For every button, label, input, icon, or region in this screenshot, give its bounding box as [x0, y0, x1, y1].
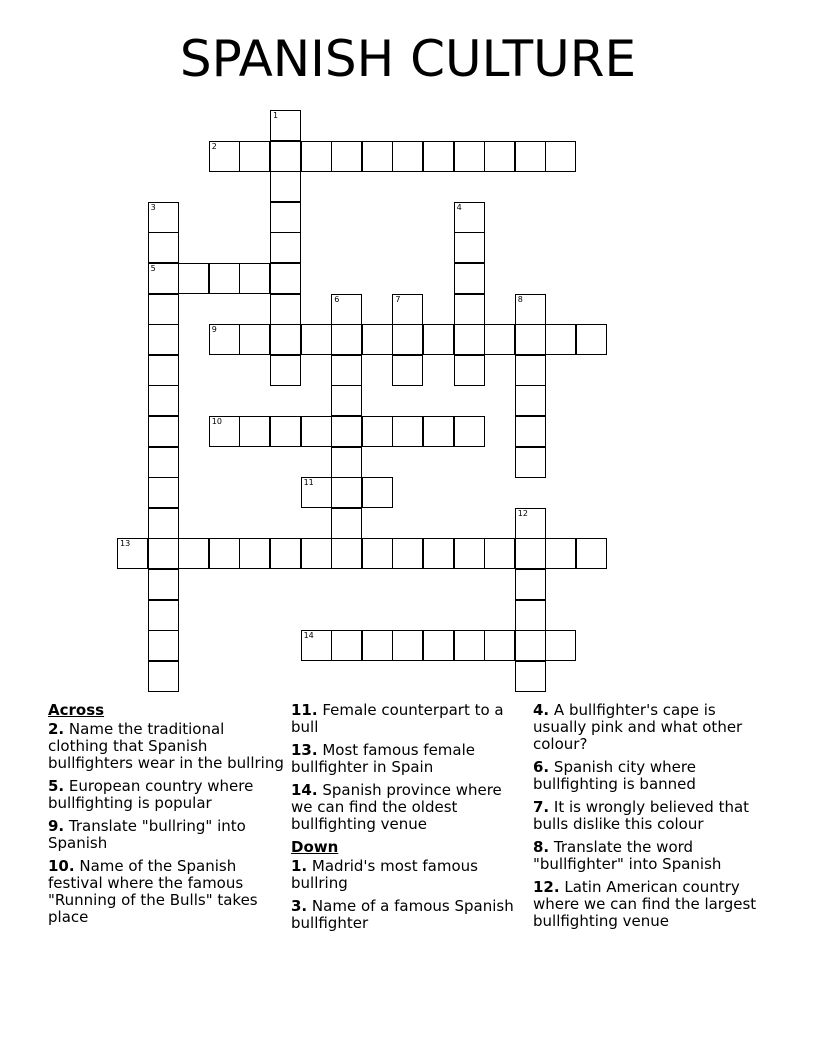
clue-number: 1.	[291, 857, 308, 875]
grid-cell[interactable]	[148, 294, 179, 325]
grid-cell[interactable]	[301, 630, 332, 661]
clue-number: 14.	[291, 781, 318, 799]
grid-cell[interactable]	[545, 630, 576, 661]
clue-item	[291, 702, 523, 736]
clue-number: 2.	[48, 720, 65, 738]
grid-cell[interactable]	[301, 416, 332, 447]
grid-cell[interactable]	[392, 630, 423, 661]
grid-cell[interactable]	[331, 630, 362, 661]
grid-cell[interactable]	[331, 416, 362, 447]
grid-cell[interactable]	[270, 232, 301, 263]
cell-number: 2	[211, 141, 217, 151]
grid-cell[interactable]	[362, 630, 393, 661]
grid-cell[interactable]	[331, 447, 362, 478]
grid-cell[interactable]	[454, 416, 485, 447]
grid-cell[interactable]	[576, 324, 607, 355]
grid-cell[interactable]	[423, 416, 454, 447]
grid-cell[interactable]	[515, 600, 546, 631]
grid-cell[interactable]	[331, 355, 362, 386]
grid-cell[interactable]	[515, 385, 546, 416]
grid-cell[interactable]	[148, 447, 179, 478]
grid-cell[interactable]	[331, 141, 362, 172]
clue-item	[291, 898, 523, 932]
clue-text: Spanish province where we can find the oldest bullfighting venue	[291, 781, 502, 833]
cell-number: 9	[211, 325, 217, 335]
grid-cell[interactable]	[423, 141, 454, 172]
clue-text: A bullfighter's cape is usually pink and what other colour?	[533, 701, 743, 753]
clue-text: Most famous female bullfighter in Spain	[291, 741, 476, 776]
down-heading: Down	[291, 838, 339, 856]
grid-cell[interactable]	[576, 538, 607, 569]
grid-cell[interactable]	[148, 355, 179, 386]
grid-cell[interactable]	[148, 508, 179, 539]
cell-number: 1	[273, 111, 279, 120]
clue-number: 11.	[291, 701, 318, 719]
grid-cell[interactable]	[270, 294, 301, 325]
grid-cell[interactable]	[301, 477, 332, 508]
cell-number: 3	[150, 202, 156, 212]
clue-number: 8.	[533, 838, 550, 856]
grid-cell[interactable]	[454, 202, 485, 233]
grid-cell[interactable]	[454, 538, 485, 569]
grid-cell[interactable]	[209, 141, 240, 172]
grid-cell[interactable]	[545, 141, 576, 172]
clue-item	[533, 839, 769, 873]
across-heading: Across	[48, 701, 105, 719]
grid-cell[interactable]	[148, 600, 179, 631]
cell-number: 14	[303, 631, 314, 641]
grid-cell[interactable]	[239, 324, 270, 355]
grid-cell[interactable]	[362, 538, 393, 569]
cell-number: 13	[120, 539, 131, 549]
grid-cell[interactable]	[392, 355, 423, 386]
grid-cell[interactable]	[515, 538, 546, 569]
grid-cell[interactable]	[270, 538, 301, 569]
grid-cell[interactable]	[148, 569, 179, 600]
grid-cell[interactable]	[270, 355, 301, 386]
grid-cell[interactable]	[392, 416, 423, 447]
clue-text: Name of a famous Spanish bullfighter	[291, 897, 514, 932]
clue-text: Madrid's most famous bullring	[291, 857, 478, 892]
grid-cell[interactable]	[178, 263, 209, 294]
clue-text: Name of the Spanish festival where the famous "Running of the Bulls" takes place	[48, 857, 258, 926]
grid-cell[interactable]	[515, 324, 546, 355]
grid-cell[interactable]	[545, 324, 576, 355]
clue-item	[291, 742, 523, 776]
clue-number: 9.	[48, 817, 65, 835]
grid-cell[interactable]	[362, 324, 393, 355]
clue-item	[48, 721, 284, 772]
grid-cell[interactable]	[331, 538, 362, 569]
puzzle-title: SPANISH CULTURE	[179, 30, 637, 88]
clue-number: 7.	[533, 798, 550, 816]
clue-text: Name the traditional clothing that Spanish bullfighters wear in the bullring	[48, 720, 284, 772]
grid-cell[interactable]	[239, 263, 270, 294]
grid-cell[interactable]	[148, 232, 179, 263]
grid-cell[interactable]	[392, 538, 423, 569]
clue-text: It is wrongly believed that bulls dislike this colour	[533, 798, 750, 833]
grid-cell[interactable]	[148, 538, 179, 569]
grid-cell[interactable]	[148, 324, 179, 355]
cell-number: 6	[334, 294, 340, 304]
clue-item	[48, 778, 284, 812]
grid-cell[interactable]	[270, 416, 301, 447]
cell-number: 4	[456, 202, 462, 212]
grid-cell[interactable]	[515, 416, 546, 447]
grid-cell[interactable]	[331, 324, 362, 355]
grid-cell[interactable]	[454, 355, 485, 386]
grid-cell[interactable]	[331, 385, 362, 416]
grid-cell[interactable]	[484, 630, 515, 661]
grid-cell[interactable]	[148, 661, 179, 692]
grid-cell[interactable]	[239, 416, 270, 447]
grid-cell[interactable]	[484, 141, 515, 172]
grid-cell[interactable]	[117, 538, 148, 569]
clue-text: Latin American country where we can find the largest bullfighting venue	[533, 878, 757, 930]
grid-cell[interactable]	[331, 477, 362, 508]
clue-item	[533, 702, 769, 753]
grid-cell[interactable]	[301, 324, 332, 355]
grid-cell[interactable]	[239, 141, 270, 172]
clue-item	[533, 879, 769, 930]
grid-cell[interactable]	[392, 141, 423, 172]
grid-cell[interactable]	[454, 263, 485, 294]
clue-text: European country where bullfighting is popular	[48, 777, 254, 812]
grid-cell[interactable]	[515, 508, 546, 539]
grid-cell[interactable]	[362, 141, 393, 172]
grid-cell[interactable]	[270, 141, 301, 172]
grid-cell[interactable]	[209, 416, 240, 447]
clue-item	[291, 782, 523, 833]
grid-cell[interactable]	[423, 538, 454, 569]
grid-cell[interactable]	[148, 263, 179, 294]
clue-text: Female counterpart to a bull	[291, 701, 504, 736]
grid-cell[interactable]	[484, 324, 515, 355]
grid-cell[interactable]	[515, 630, 546, 661]
clue-text: Spanish city where bullfighting is banned	[533, 758, 696, 793]
clue-number: 5.	[48, 777, 65, 795]
clue-item	[533, 759, 769, 793]
grid-cell[interactable]	[515, 569, 546, 600]
cell-number: 7	[395, 294, 401, 304]
grid-cell[interactable]	[362, 416, 393, 447]
grid-cell[interactable]	[454, 294, 485, 325]
grid-cell[interactable]	[423, 630, 454, 661]
clue-number: 12.	[533, 878, 560, 896]
clue-number: 10.	[48, 857, 75, 875]
clue-number: 6.	[533, 758, 550, 776]
grid-cell[interactable]	[362, 477, 393, 508]
grid-cell[interactable]	[454, 324, 485, 355]
grid-cell[interactable]	[270, 202, 301, 233]
grid-cell[interactable]	[270, 263, 301, 294]
grid-cell[interactable]	[301, 538, 332, 569]
cell-number: 12	[517, 508, 528, 518]
grid-cell[interactable]	[515, 294, 546, 325]
grid-cell[interactable]	[515, 355, 546, 386]
grid-cell[interactable]	[392, 294, 423, 325]
grid-cell[interactable]	[515, 661, 546, 692]
grid-cell[interactable]	[209, 263, 240, 294]
grid-cell[interactable]	[148, 630, 179, 661]
grid-cell[interactable]	[148, 477, 179, 508]
grid-cell[interactable]	[270, 110, 301, 141]
grid-cell[interactable]	[454, 232, 485, 263]
clue-text: Translate "bullring" into Spanish	[48, 817, 246, 852]
grid-cell[interactable]	[239, 538, 270, 569]
grid-cell[interactable]	[484, 538, 515, 569]
grid-cell[interactable]	[209, 324, 240, 355]
clue-column-2	[291, 702, 523, 938]
grid-cell[interactable]	[148, 416, 179, 447]
cell-number: 5	[150, 264, 156, 273]
grid-cell[interactable]	[454, 141, 485, 172]
grid-cell[interactable]	[423, 324, 454, 355]
grid-cell[interactable]	[178, 538, 209, 569]
grid-cell[interactable]	[148, 202, 179, 233]
clue-item	[48, 818, 284, 852]
clue-item	[48, 858, 284, 926]
grid-cell[interactable]	[270, 171, 301, 202]
clue-number: 13.	[291, 741, 318, 759]
clue-item	[533, 799, 769, 833]
cell-number: 11	[303, 478, 314, 488]
clue-number: 4.	[533, 701, 550, 719]
cell-number: 8	[517, 294, 523, 304]
clue-column-3	[533, 702, 769, 936]
grid-cell[interactable]	[545, 538, 576, 569]
clue-column-1	[48, 702, 284, 932]
clue-number: 3.	[291, 897, 308, 915]
cell-number: 10	[211, 417, 222, 426]
grid-cell[interactable]	[209, 538, 240, 569]
grid-cell[interactable]	[331, 508, 362, 539]
grid-cell[interactable]	[331, 294, 362, 325]
grid-cell[interactable]	[270, 324, 301, 355]
grid-cell[interactable]	[454, 630, 485, 661]
grid-cell[interactable]	[148, 385, 179, 416]
clue-text: Translate the word "bullfighter" into Spanish	[533, 838, 722, 873]
grid-cell[interactable]	[515, 447, 546, 478]
grid-cell[interactable]	[515, 141, 546, 172]
grid-cell[interactable]	[392, 324, 423, 355]
clue-item	[291, 858, 523, 892]
grid-cell[interactable]	[301, 141, 332, 172]
